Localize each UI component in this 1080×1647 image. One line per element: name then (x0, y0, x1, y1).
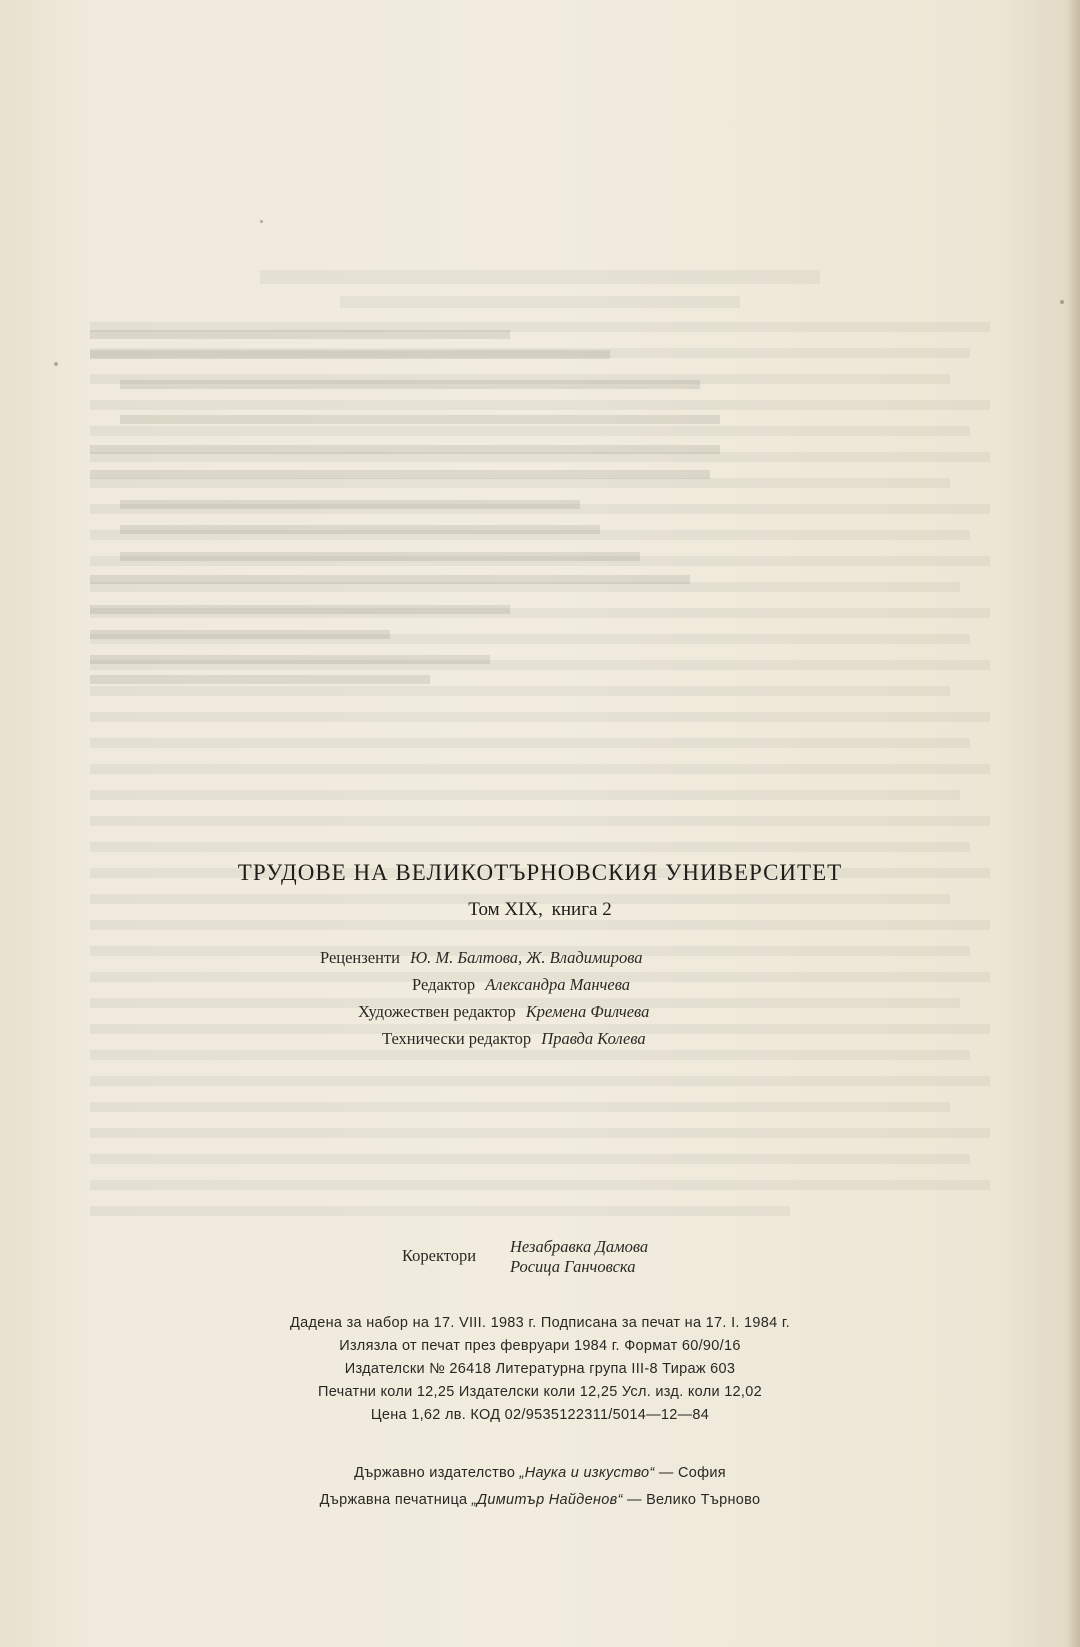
reviewers-row (320, 948, 643, 968)
imprint-price-code: Цена 1,62 лв. КОД 02/9535122311/5014—12—84 (370, 1407, 710, 1423)
imprint-dates: Дадена за набор на 17. VIII. 1983 г. Подписана за печат на 17. I. 1984 г. (290, 1315, 790, 1331)
editor-row (412, 975, 630, 995)
art-editor-name: Кремена Филчева (525, 1002, 650, 1021)
printer-city: — Велико Търново (626, 1492, 761, 1508)
imprint-format: Излязла от печат през февруари 1984 г. Формат 60/90/16 (339, 1338, 741, 1354)
imprint-publisher-number: Издателски № 26418 Литературна група III-8 Тираж 603 (344, 1361, 736, 1377)
tech-editor-role: Технически редактор (382, 1029, 532, 1048)
proofreader-name: Незабравка Дамова (510, 1237, 649, 1256)
publisher-prefix: Държавно издателство (354, 1465, 516, 1481)
editor-role: Редактор (412, 975, 476, 994)
book-label: книга 2 (551, 899, 612, 920)
paper-speck (1060, 300, 1064, 304)
reviewers-role: Рецензенти (320, 948, 400, 967)
proofreaders-row (190, 1237, 950, 1276)
printer-line (0, 1487, 1080, 1514)
proofreaders-role: Коректори (402, 1246, 477, 1265)
imprint-sheets: Печатни коли 12,25 Издателски коли 12,25 Усл. изд. коли 12,02 (318, 1384, 762, 1400)
show-through-background (90, 270, 1040, 1290)
tech-editor-row (382, 1029, 646, 1049)
editor-name: Александра Манчева (485, 975, 631, 994)
publisher-city: — София (658, 1465, 726, 1481)
printer-name: „Димитър Найденов“ (471, 1492, 623, 1508)
paper-speck (54, 362, 58, 366)
art-editor-row (358, 1002, 649, 1022)
paper-speck (260, 220, 263, 223)
publisher-block (0, 1460, 1080, 1514)
publisher-line (0, 1460, 1080, 1487)
publisher-name: „Наука и изкуство“ (519, 1465, 655, 1481)
reviewers-names: Ю. М. Балтова, Ж. Владимирова (410, 948, 643, 967)
series-title: ТРУДОВЕ НА ВЕЛИКОТЪРНОВСКИЯ УНИВЕРСИТЕТ (237, 860, 843, 885)
proofreader-name: Росица Ганчовска (510, 1257, 636, 1276)
printer-prefix: Държавна печатница (319, 1492, 468, 1508)
volume-line (0, 899, 1080, 921)
volume-label: Том XIX, (468, 899, 543, 920)
proofreaders-names (510, 1237, 648, 1277)
imprint-block (0, 1312, 1080, 1427)
art-editor-role: Художествен редактор (358, 1002, 516, 1021)
tech-editor-name: Правда Колева (541, 1029, 646, 1048)
show-through-texture (90, 270, 1040, 1290)
